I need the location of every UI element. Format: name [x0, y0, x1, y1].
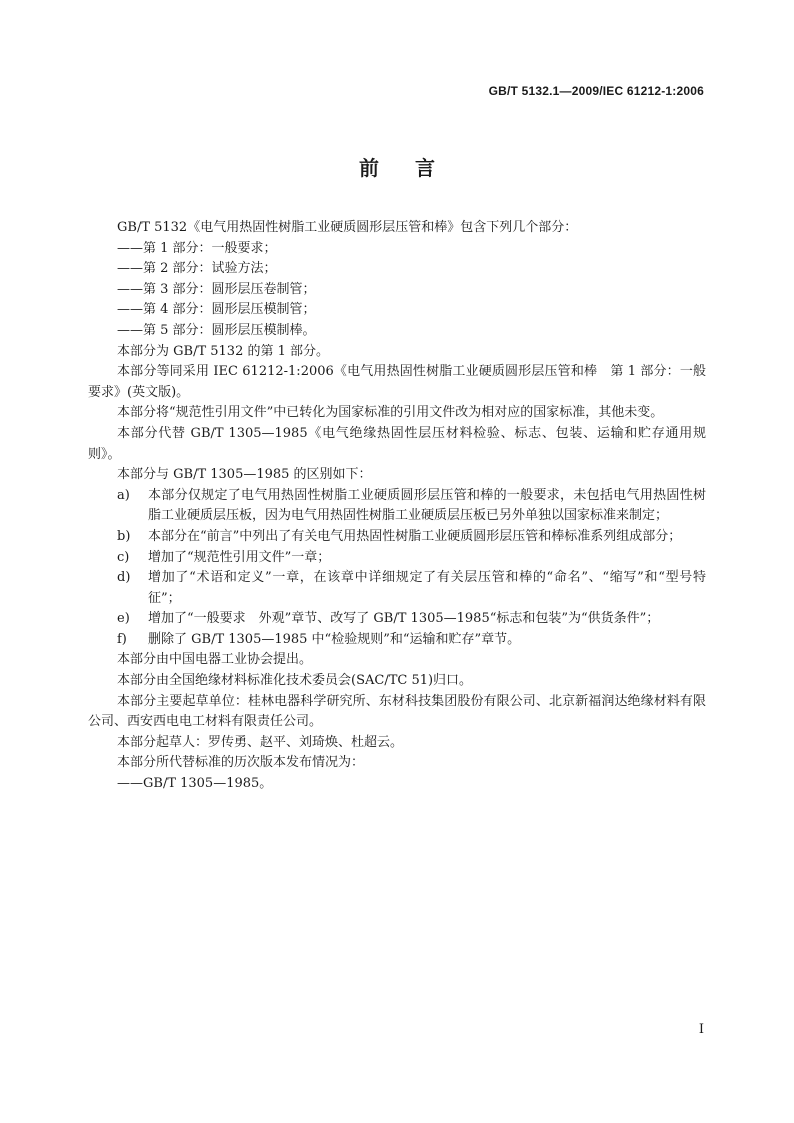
diff-item-text: 删除了 GB/T 1305—1985 中“检验规则”和“运输和贮存”章节。 — [148, 631, 521, 647]
paragraph: 本部分所代替标准的历次版本发布情况为： — [117, 755, 365, 771]
part-list-item: ——第 5 部分：圆形层压模制棒。 — [117, 322, 316, 338]
paragraph: 本部分与 GB/T 1305—1985 的区别如下： — [117, 467, 372, 483]
paragraph-intro: GB/T 5132《电气用热固性树脂工业硬质圆形层压管和棒》包含下列几个部分： — [117, 220, 578, 235]
paragraph: 本部分由中国电器工业协会提出。 — [117, 652, 313, 668]
part-list-item: ——第 3 部分：圆形层压卷制管； — [117, 281, 316, 297]
part-list-item: ——第 2 部分：试验方法； — [117, 261, 277, 277]
diff-item-marker: a) — [117, 487, 130, 503]
diff-item — [88, 527, 706, 548]
part-list-item: ——第 4 部分：圆形层压模制管； — [117, 302, 316, 318]
diff-item-text: 增加了“术语和定义”一章，在该章中详细规定了有关层压管和棒的“命名”、“缩写”和“型号特征”； — [148, 570, 706, 606]
diff-item — [88, 568, 706, 609]
diff-item-marker: e) — [117, 611, 130, 627]
standard-code: GB/T 5132.1—2009/IEC 61212-1:2006 — [488, 84, 704, 98]
diff-item-text: 增加了“一般要求 外观”章节、改写了 GB/T 1305—1985“标志和包装”为“供货条件”； — [148, 611, 660, 627]
diff-item-text: 本部分在“前言”中列出了有关电气用热固性树脂工业硬质圆形层压管和棒标准系列组成部分； — [148, 528, 682, 544]
diff-item — [88, 486, 706, 527]
diff-item-marker: d) — [117, 570, 131, 586]
paragraph: 本部分为 GB/T 5132 的第 1 部分。 — [117, 343, 330, 359]
diff-item-marker: f) — [117, 631, 127, 647]
paragraph: 本部分起草人：罗传勇、赵平、刘琦焕、杜超云。 — [117, 734, 404, 750]
diff-item — [88, 609, 706, 630]
diff-item-marker: b) — [117, 528, 131, 544]
paragraph: ——GB/T 1305—1985。 — [117, 776, 273, 792]
diff-item — [88, 548, 706, 569]
diff-item — [88, 630, 706, 651]
part-list-item: ——第 1 部分：一般要求； — [117, 240, 277, 256]
diff-item-marker: c) — [117, 549, 130, 565]
diff-item-text: 增加了“规范性引用文件”一章； — [148, 549, 331, 565]
paragraph: 本部分主要起草单位：桂林电器科学研究所、东材科技集团股份有限公司、北京新福润达绝缘材料有限公司、西安西电电工材料有限责任公司。 — [88, 693, 706, 730]
document-body — [88, 218, 706, 795]
paragraph: 本部分由全国绝缘材料标准化技术委员会(SAC/TC 51)归口。 — [117, 673, 473, 689]
page-number: I — [698, 1022, 704, 1037]
paragraph: 本部分将“规范性引用文件”中已转化为国家标准的引用文件改为相对应的国家标准，其他未变。 — [117, 405, 664, 421]
paragraph: 本部分等同采用 IEC 61212-1:2006《电气用热固性树脂工业硬质圆形层压管和棒 第 1 部分：一般要求》(英文版)。 — [88, 364, 706, 400]
page-title: 前言 — [359, 156, 471, 180]
paragraph: 本部分代替 GB/T 1305—1985《电气绝缘热固性层压材料检验、标志、包装、运输和贮存通用规则》。 — [88, 425, 706, 462]
diff-item-text: 本部分仅规定了电气用热固性树脂工业硬质圆形层压管和棒的一般要求，未包括电气用热固性树脂工业硬质层压板，因为电气用热固性树脂工业硬质层压板已另外单独以国家标准来制定； — [148, 487, 706, 524]
